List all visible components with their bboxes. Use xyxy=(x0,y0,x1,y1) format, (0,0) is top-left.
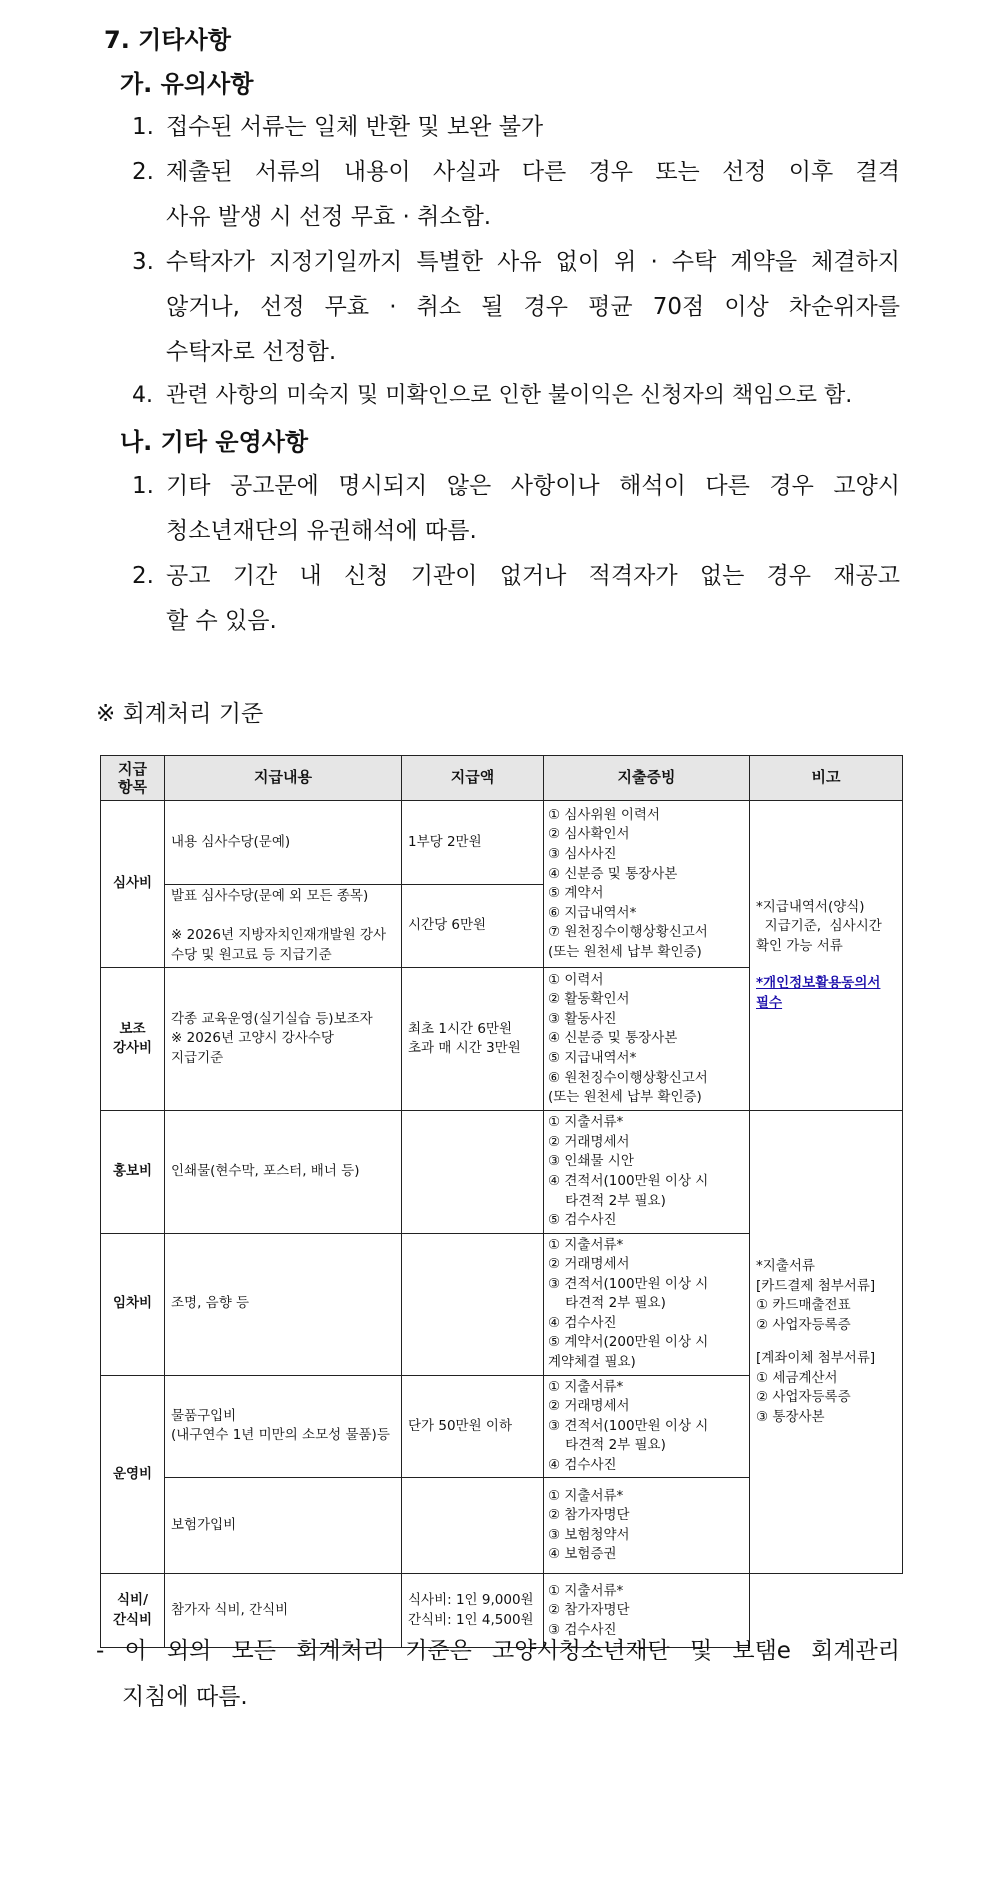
list-number: 2. xyxy=(132,159,154,185)
evidence-item: ② 참가자명단 xyxy=(548,1507,630,1524)
category-cell: 운영비 xyxy=(101,1375,165,1574)
subsection-a-title: 가. 유의사항 xyxy=(120,70,254,98)
list-item xyxy=(132,243,900,276)
evidence-item: ① 지출서류* xyxy=(548,1236,624,1253)
footer-note-continued: 지침에 따름. xyxy=(122,1684,248,1710)
evidence-item: (또는 원천세 납부 확인증) xyxy=(548,1089,702,1106)
evidence-item: ③ 보험청약서 xyxy=(548,1526,630,1543)
amount-cell xyxy=(402,1111,544,1233)
list-text-continued: 않거나, 선정 무효 · 취소 될 경우 평균 70점 이상 차순위자를 xyxy=(166,294,900,320)
content-cell: 참가자 식비, 간식비 xyxy=(165,1574,402,1648)
list-text: 공고 기간 내 신청 기관이 없거나 적격자가 없는 경우 재공고 xyxy=(166,563,900,589)
category-cell: 식비/ 간식비 xyxy=(101,1574,165,1648)
list-item xyxy=(132,467,900,500)
evidence-item: ② 거래명세서 xyxy=(548,1398,630,1415)
list-text-continued: 할 수 있음. xyxy=(166,608,277,634)
evidence-item: ③ 견적서(100만원 이상 시 xyxy=(548,1417,709,1434)
note-line: ② 사업자등록증 xyxy=(756,1316,851,1333)
evidence-item: ③ 활동사진 xyxy=(548,1010,617,1027)
list-item xyxy=(132,108,543,141)
evidence-item: ⑤ 검수사진 xyxy=(548,1212,617,1229)
note-line: 확인 가능 서류 xyxy=(756,937,843,954)
note-cell xyxy=(750,1111,903,1574)
amount-cell xyxy=(402,1233,544,1375)
evidence-item: ② 참가자명단 xyxy=(548,1602,630,1619)
evidence-cell xyxy=(544,801,750,968)
evidence-item: ① 심사위원 이력서 xyxy=(548,806,660,823)
evidence-item: ② 활동확인서 xyxy=(548,991,630,1008)
content-cell: 내용 심사수당(문예) xyxy=(165,801,402,885)
list-text: 제출된 서류의 내용이 사실과 다른 경우 또는 선정 이후 결격 xyxy=(166,159,900,185)
privacy-consent-link[interactable]: *개인정보활용동의서 필수 xyxy=(756,975,881,1011)
evidence-item: ④ 보험증권 xyxy=(548,1546,617,1563)
evidence-cell xyxy=(544,1233,750,1375)
list-text: 수탁자가 지정기일까지 특별한 사유 없이 위 · 수탁 계약을 체결하지 xyxy=(166,249,900,275)
list-item xyxy=(132,557,900,590)
evidence-item: 타견적 2부 필요) xyxy=(548,1295,666,1312)
table-row xyxy=(101,1111,903,1233)
evidence-item: ② 거래명세서 xyxy=(548,1256,630,1273)
content-cell: 조명, 음향 등 xyxy=(165,1233,402,1375)
amount-cell: 단가 50만원 이하 xyxy=(402,1375,544,1478)
category-cell: 심사비 xyxy=(101,801,165,968)
evidence-item: ④ 신분증 및 통장사본 xyxy=(548,1030,678,1047)
evidence-cell xyxy=(544,1375,750,1478)
evidence-item: ⑤ 지급내역서* xyxy=(548,1050,637,1067)
list-text-continued: 사유 발생 시 선정 무효 · 취소함. xyxy=(166,204,492,230)
list-text: 접수된 서류는 일체 반환 및 보완 불가 xyxy=(166,114,544,140)
accounting-title: ※ 회계처리 기준 xyxy=(96,701,264,727)
content-cell: 인쇄물(현수막, 포스터, 배너 등) xyxy=(165,1111,402,1233)
header-note: 비고 xyxy=(750,756,903,801)
evidence-item: ① 지출서류* xyxy=(548,1378,624,1395)
evidence-item: ⑤ 계약서 xyxy=(548,885,604,902)
header-amount: 지급액 xyxy=(402,756,544,801)
list-text: 기타 공고문에 명시되지 않은 사항이나 해석이 다른 경우 고양시 xyxy=(166,473,900,499)
evidence-cell xyxy=(544,968,750,1111)
list-text: 관련 사항의 미숙지 및 미확인으로 인한 불이익은 신청자의 책임으로 함. xyxy=(166,383,853,408)
category-cell: 보조 강사비 xyxy=(101,968,165,1111)
evidence-item: ④ 견적서(100만원 이상 시 xyxy=(548,1172,709,1189)
evidence-item: 타견적 2부 필요) xyxy=(548,1437,666,1454)
section-title: 7. 기타사항 xyxy=(104,26,231,54)
note-line: *지급내역서(양식) xyxy=(756,898,865,915)
evidence-item: ① 지출서류* xyxy=(548,1114,624,1131)
evidence-item: (또는 원천세 납부 확인증) xyxy=(548,943,702,960)
table-row xyxy=(101,801,903,885)
evidence-cell xyxy=(544,1478,750,1574)
evidence-item: ④ 검수사진 xyxy=(548,1456,617,1473)
evidence-item: ⑦ 원천징수이행상황신고서 xyxy=(548,924,708,941)
accounting-table xyxy=(100,755,903,1648)
evidence-item: ① 이력서 xyxy=(548,971,604,988)
evidence-item: ③ 심사사진 xyxy=(548,846,617,862)
amount-cell: 최초 1시간 6만원 초과 매 시간 3만원 xyxy=(402,968,544,1111)
amount-cell xyxy=(402,1478,544,1574)
category-cell: 임차비 xyxy=(101,1233,165,1375)
evidence-item: 타견적 2부 필요) xyxy=(548,1192,666,1209)
note-line: ② 사업자등록증 xyxy=(756,1389,851,1406)
evidence-item: ③ 검수사진 xyxy=(548,1621,617,1638)
evidence-item: ② 심사확인서 xyxy=(548,826,630,843)
header-evidence: 지출증빙 xyxy=(544,756,750,801)
evidence-item: ② 거래명세서 xyxy=(548,1133,630,1150)
note-line: ③ 통장사본 xyxy=(756,1409,825,1425)
evidence-cell xyxy=(544,1111,750,1233)
note-line: [계좌이체 첨부서류] xyxy=(756,1350,876,1367)
content-cell: 발표 심사수당(문예 외 모든 종목) ※ 2026년 지방자치인재개발원 강사수당 및 원고료 등 지급기준 xyxy=(165,885,402,968)
list-number: 4. xyxy=(132,383,153,408)
amount-cell: 식사비: 1인 9,000원 간식비: 1인 4,500원 xyxy=(402,1574,544,1648)
footer-note: - 이 외의 모든 회계처리 기준은 고양시청소년재단 및 보탬e 회계관리 xyxy=(96,1638,900,1664)
evidence-item: ⑥ 원천징수이행상황신고서 xyxy=(548,1069,708,1086)
header-category: 지급 항목 xyxy=(101,756,165,801)
list-number: 1. xyxy=(132,114,154,140)
list-text-continued: 수탁자로 선정함. xyxy=(166,339,337,365)
content-cell: 각종 교육운영(실기실습 등)보조자 ※ 2026년 고양시 강사수당 지급기준 xyxy=(165,968,402,1111)
list-item xyxy=(132,378,852,409)
note-cell xyxy=(750,801,903,1111)
list-number: 2. xyxy=(132,563,154,589)
evidence-item: ⑥ 지급내역서* xyxy=(548,904,637,921)
category-cell: 홍보비 xyxy=(101,1111,165,1233)
evidence-item: ④ 검수사진 xyxy=(548,1314,617,1331)
evidence-item: ④ 신분증 및 통장사본 xyxy=(548,865,678,882)
list-item xyxy=(132,153,900,186)
content-cell: 물품구입비 (내구연수 1년 미만의 소모성 물품)등 xyxy=(165,1375,402,1478)
list-text-continued: 청소년재단의 유권해석에 따름. xyxy=(166,518,477,544)
evidence-item: ① 지출서류* xyxy=(548,1582,624,1599)
list-number: 1. xyxy=(132,473,154,499)
amount-cell: 시간당 6만원 xyxy=(402,885,544,968)
evidence-item: ③ 인쇄물 시안 xyxy=(548,1153,634,1170)
subsection-b-title: 나. 기타 운영사항 xyxy=(120,428,309,456)
note-line: *지출서류 xyxy=(756,1258,815,1275)
evidence-item: ⑤ 계약서(200만원 이상 시 xyxy=(548,1334,709,1351)
note-line: 지급기준, 심사시간 xyxy=(756,918,882,935)
header-content: 지급내용 xyxy=(165,756,402,801)
evidence-item: ① 지출서류* xyxy=(548,1487,624,1504)
evidence-item: 계약체결 필요) xyxy=(548,1354,636,1370)
note-line: ① 카드매출전표 xyxy=(756,1297,851,1314)
note-line: [카드결제 첨부서류] xyxy=(756,1277,876,1294)
amount-cell: 1부당 2만원 xyxy=(402,801,544,885)
note-line: ① 세금계산서 xyxy=(756,1369,838,1386)
evidence-item: ③ 견적서(100만원 이상 시 xyxy=(548,1275,709,1292)
content-cell: 보험가입비 xyxy=(165,1478,402,1574)
list-number: 3. xyxy=(132,249,154,275)
table-header-row xyxy=(101,756,903,801)
